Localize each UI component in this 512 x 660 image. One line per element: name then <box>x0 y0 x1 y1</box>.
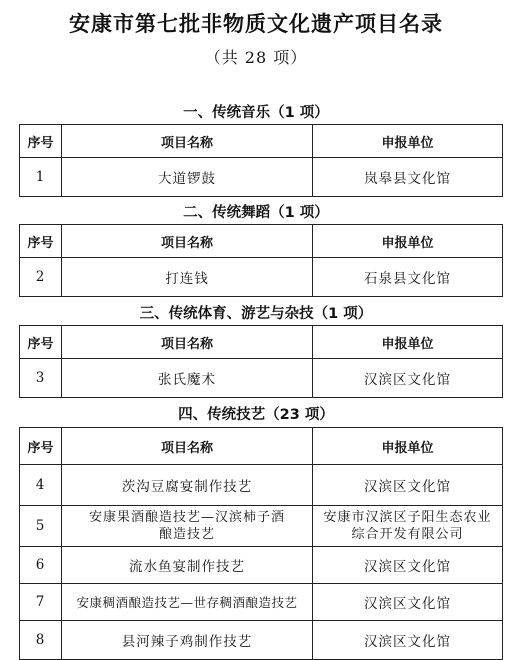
table-row <box>20 359 503 398</box>
table-row <box>20 465 503 506</box>
table-header-row <box>20 326 503 359</box>
header-name: 项目名称 <box>62 225 313 258</box>
table-row <box>20 584 503 621</box>
section-heading-sports: 三、传统体育、游艺与杂技（1 项） <box>139 306 373 322</box>
cell-no: 7 <box>20 584 62 621</box>
header-no: 序号 <box>20 125 62 158</box>
cell-name: 流水鱼宴制作技艺 <box>62 547 313 584</box>
page-subtitle: （共 28 项） <box>204 48 308 67</box>
table-dance <box>19 224 503 297</box>
header-name: 项目名称 <box>62 428 313 465</box>
cell-name: 安康稠酒酿造技艺—世存稠酒酿造技艺 <box>62 584 313 621</box>
section-heading-music: 一、传统音乐（1 项） <box>183 105 329 121</box>
cell-no: 2 <box>20 258 62 297</box>
cell-unit-line: 安康市汉滨区子阳生态农业 <box>323 510 492 525</box>
header-no: 序号 <box>20 225 62 258</box>
cell-name: 茨沟豆腐宴制作技艺 <box>62 465 313 506</box>
header-name: 项目名称 <box>62 326 313 359</box>
cell-unit <box>313 506 503 547</box>
section-heading-dance: 二、传统舞蹈（1 项） <box>183 205 329 221</box>
cell-name <box>62 506 313 547</box>
table-row <box>20 158 503 197</box>
table-sports <box>19 325 503 398</box>
cell-unit: 汉滨区文化馆 <box>313 465 503 506</box>
cell-name: 张氏魔术 <box>62 359 313 398</box>
cell-no: 6 <box>20 547 62 584</box>
header-unit: 申报单位 <box>313 225 503 258</box>
cell-no: 3 <box>20 359 62 398</box>
table-row <box>20 621 503 660</box>
cell-unit: 汉滨区文化馆 <box>313 359 503 398</box>
cell-no: 1 <box>20 158 62 197</box>
cell-no: 4 <box>20 465 62 506</box>
cell-unit: 岚皋县文化馆 <box>313 158 503 197</box>
cell-unit: 汉滨区文化馆 <box>313 621 503 660</box>
table-crafts <box>19 427 503 660</box>
header-unit: 申报单位 <box>313 125 503 158</box>
cell-unit: 汉滨区文化馆 <box>313 584 503 621</box>
header-unit: 申报单位 <box>313 326 503 359</box>
cell-name: 大道锣鼓 <box>62 158 313 197</box>
table-row <box>20 506 503 547</box>
section-heading-crafts: 四、传统技艺（23 项） <box>178 407 334 423</box>
cell-name-line: 安康果酒酿造技艺—汉滨柿子酒 <box>88 510 285 525</box>
cell-unit: 石泉县文化馆 <box>313 258 503 297</box>
cell-no: 8 <box>20 621 62 660</box>
cell-name: 县河辣子鸡制作技艺 <box>62 621 313 660</box>
header-no: 序号 <box>20 428 62 465</box>
header-unit: 申报单位 <box>313 428 503 465</box>
cell-name-line: 酿造技艺 <box>158 527 215 542</box>
page-title: 安康市第七批非物质文化遗产项目名录 <box>69 12 443 36</box>
cell-no: 5 <box>20 506 62 547</box>
table-row <box>20 547 503 584</box>
table-music <box>19 124 503 197</box>
cell-unit: 汉滨区文化馆 <box>313 547 503 584</box>
table-header-row <box>20 225 503 258</box>
cell-unit-line: 综合开发有限公司 <box>351 527 464 542</box>
table-header-row <box>20 428 503 465</box>
cell-name: 打连钱 <box>62 258 313 297</box>
table-row <box>20 258 503 297</box>
header-no: 序号 <box>20 326 62 359</box>
table-header-row <box>20 125 503 158</box>
header-name: 项目名称 <box>62 125 313 158</box>
